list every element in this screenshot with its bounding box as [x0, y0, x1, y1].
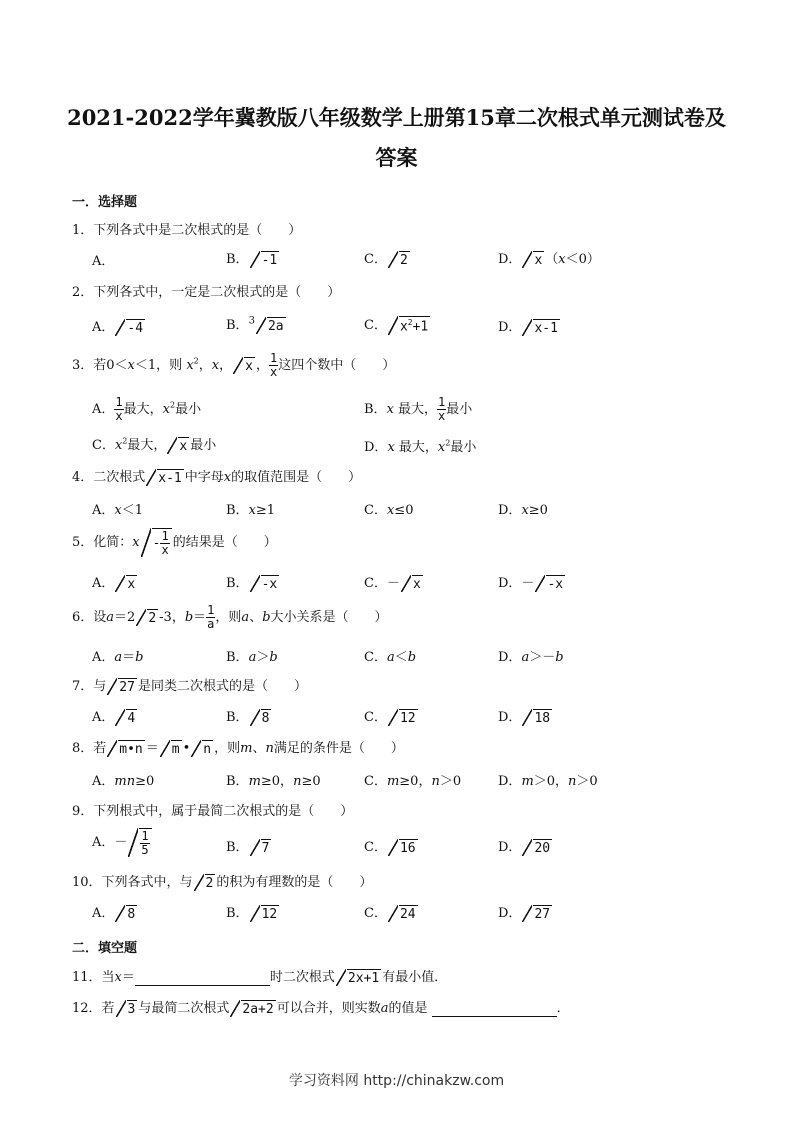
q7-option-d: D． 18	[498, 710, 551, 726]
q11-answer-blank[interactable]	[135, 973, 270, 986]
question-9: 9．下列根式中，属于最简二次根式的是（ ）	[72, 804, 354, 819]
q6-option-c: C．a＜b	[364, 650, 417, 665]
q5-option-d: D．－ -x	[498, 576, 564, 592]
section-fill-blank: 二．填空题	[72, 941, 138, 956]
section-choice: 一．选择题	[72, 195, 138, 210]
question-1: 1．下列各式中是二次根式的是（ ）	[72, 223, 302, 238]
q7-option-b: B． 8	[226, 710, 270, 726]
q1-option-c: C． 2	[364, 252, 408, 268]
q9-option-b: B． 7	[226, 840, 270, 856]
q4-option-c: C．x≤0	[364, 503, 414, 518]
q3-option-c: C．$x^2$最大， x 最小	[92, 436, 217, 454]
q5-option-c: C．－ x	[364, 576, 421, 592]
q8-option-b: B．m≥0，n≥0	[226, 774, 321, 789]
title-line-1: 2021-2022学年冀教版八年级数学上册第15章二次根式单元测试卷及	[67, 105, 726, 130]
q12-answer-blank[interactable]	[432, 1004, 557, 1017]
q3-option-b: B．x 最大， $\frac{1}{x}$ 最小	[364, 395, 473, 423]
q7-option-c: C． 12	[364, 710, 416, 726]
q4-option-b: B．x≥1	[226, 503, 276, 518]
q4-option-a: A．x＜1	[92, 503, 144, 518]
q2-option-a: A． -4	[92, 320, 144, 336]
footer-watermark: 学习资料网 http://chinakzw.com	[288, 1073, 505, 1089]
q10-option-a: A． 8	[92, 906, 136, 922]
q9-option-d: D． 20	[498, 840, 551, 856]
q1-option-a: A．	[92, 254, 115, 269]
q2-option-b: B．$^3$ 2a	[226, 315, 284, 334]
q8-option-a: A．mn≥0	[92, 774, 155, 789]
q9-option-c: C． 16	[364, 840, 416, 856]
q10-option-d: D． 27	[498, 906, 551, 922]
question-4: 4．二次根式 x-1 中字母x的取值范围是（ ）	[72, 470, 362, 486]
q8-option-d: D．m＞0，n＞0	[498, 774, 598, 789]
q1-option-b: B． -1	[226, 252, 278, 268]
q2-option-c: C． $x^2+1$	[364, 318, 429, 335]
title-line-2: 答案	[375, 145, 418, 170]
question-7: 7．与 27 是同类二次根式的是（ ）	[72, 679, 307, 695]
q5-option-b: B． -x	[226, 576, 278, 592]
question-5: 5．化简：x - $\frac{1}{x}$ 的结果是（ ）	[72, 529, 277, 557]
question-3: 3．若0＜x＜1，则 $x^2$，x， x ， $\frac{1}{x}$ 这四个数中（ ）	[72, 351, 396, 379]
q5-option-a: A． x	[92, 576, 136, 592]
q10-option-b: B． 12	[226, 906, 278, 922]
q4-option-d: D．x≥0	[498, 503, 548, 518]
q1-option-d: D． x （x＜0）	[498, 252, 600, 268]
question-6: 6．设a＝2 2 -3，b＝ $\frac{1}{a}$ ，则a、b大小关系是（ ）	[72, 603, 388, 631]
q8-option-c: C．m≥0，n＞0	[364, 774, 462, 789]
q6-option-d: D．a＞－b	[498, 650, 564, 665]
q6-option-a: A．a＝b	[92, 650, 144, 665]
q6-option-b: B．a＞b	[226, 650, 278, 665]
question-12: 12．若 3 与最简二次根式 2a+2 可以合并，则实数a的值是 ．	[72, 1001, 570, 1017]
q9-option-a: A．－ $\frac{1}{5}$	[92, 828, 153, 857]
question-2: 2．下列各式中，一定是二次根式的是（ ）	[72, 285, 341, 300]
q7-option-a: A． 4	[92, 710, 136, 726]
q3-option-d: D．x 最大，$x^2$最小	[364, 438, 477, 455]
q10-option-c: C． 24	[364, 906, 416, 922]
question-11: 11．当x＝ 时二次根式 2x+1 有最小值．	[72, 970, 448, 986]
question-8: 8．若 m•n ＝ m • n ，则m、n满足的条件是（ ）	[72, 741, 404, 757]
q2-option-d: D． x-1	[498, 320, 558, 336]
question-10: 10．下列各式中，与 2 的积为有理数的是（ ）	[72, 875, 373, 891]
q3-option-a: A． $\frac{1}{x}$ 最大，$x^2$最小	[92, 395, 202, 423]
